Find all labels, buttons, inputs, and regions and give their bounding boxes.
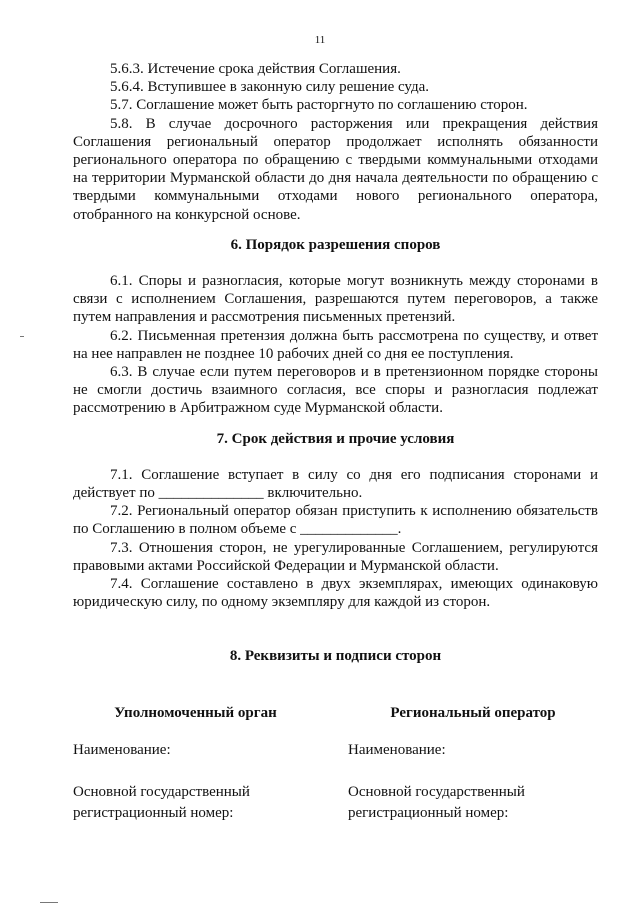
authorized-body-column [73, 703, 333, 821]
regional-operator-reg-label-line1: Основной государственный [348, 784, 525, 800]
regional-operator-column [348, 703, 608, 821]
section-8-heading: 8. Реквизиты и подписи сторон [229, 648, 442, 665]
authorized-body-name-label: Наименование: [73, 742, 171, 758]
clause-6-1: 6.1. Споры и разногласия, которые могут возникнуть между сторонами в связи с исполнением Соглашения, разрешаются путем переговоров, а также путем направления и рассмотрения письменных претензий. [73, 273, 598, 326]
page-number: 11 [314, 34, 326, 46]
clause-5-8: 5.8. В случае досрочного расторжения или прекращения действия Соглашения региональный оператор продолжает исполнять обязанности регионального оператора по обращению с твердыми коммунальными отходами на территории Мурманской области до дня начала деятельности по обращению с твердыми коммунальными отходами нового регионального оператора, отобранного на конкурсной основе. [73, 115, 598, 223]
section-6-heading: 6. Порядок разрешения споров [230, 236, 441, 253]
regional-operator-heading: Региональный оператор [390, 705, 556, 721]
authorized-body-reg-label-line2: регистрационный номер: [73, 805, 234, 821]
clause-7-3: 7.3. Отношения сторон, не урегулированные Соглашением, регулируются правовыми актами Российской Федерации и Мурманской области. [73, 539, 598, 574]
clause-5-6-4: 5.6.4. Вступившее в законную силу решение суда. [110, 79, 430, 96]
clause-7-1: 7.1. Соглашение вступает в силу со дня его подписания сторонами и действует по ______________ включительно. [73, 466, 598, 502]
clause-7-2: 7.2. Региональный оператор обязан приступить к исполнению обязательств по Соглашению в полном объеме с _____________. [73, 503, 598, 538]
clause-5-7: 5.7. Соглашение может быть расторгнуто по соглашению сторон. [110, 97, 528, 114]
authorized-body-reg-label-line1: Основной государственный [73, 784, 250, 800]
clause-7-4: 7.4. Соглашение составлено в двух экземплярах, имеющих одинаковую юридическую силу, по одному экземпляру для каждой из сторон. [73, 576, 598, 611]
regional-operator-name-label: Наименование: [348, 742, 446, 758]
section-7-heading: 7. Срок действия и прочие условия [216, 430, 455, 447]
clause-6-2: 6.2. Письменная претензия должна быть рассмотрена по существу, и ответ на нее направлен не позднее 10 рабочих дней со дня ее поступления. [73, 327, 598, 362]
regional-operator-reg-label-line2: регистрационный номер: [348, 805, 509, 821]
clause-6-3: 6.3. В случае если путем переговоров и в претензионном порядке стороны не смогли достичь взаимного согласия, все споры и разногласия подлежат рассмотрению в Арбитражном суде Мурманской области. [73, 364, 598, 417]
bottom-mark [40, 902, 58, 903]
margin-mark [20, 336, 24, 337]
clause-5-6-3: 5.6.3. Истечение срока действия Соглашения. [110, 61, 401, 77]
document-body [73, 60, 598, 666]
authorized-body-heading: Уполномоченный орган [114, 705, 277, 721]
